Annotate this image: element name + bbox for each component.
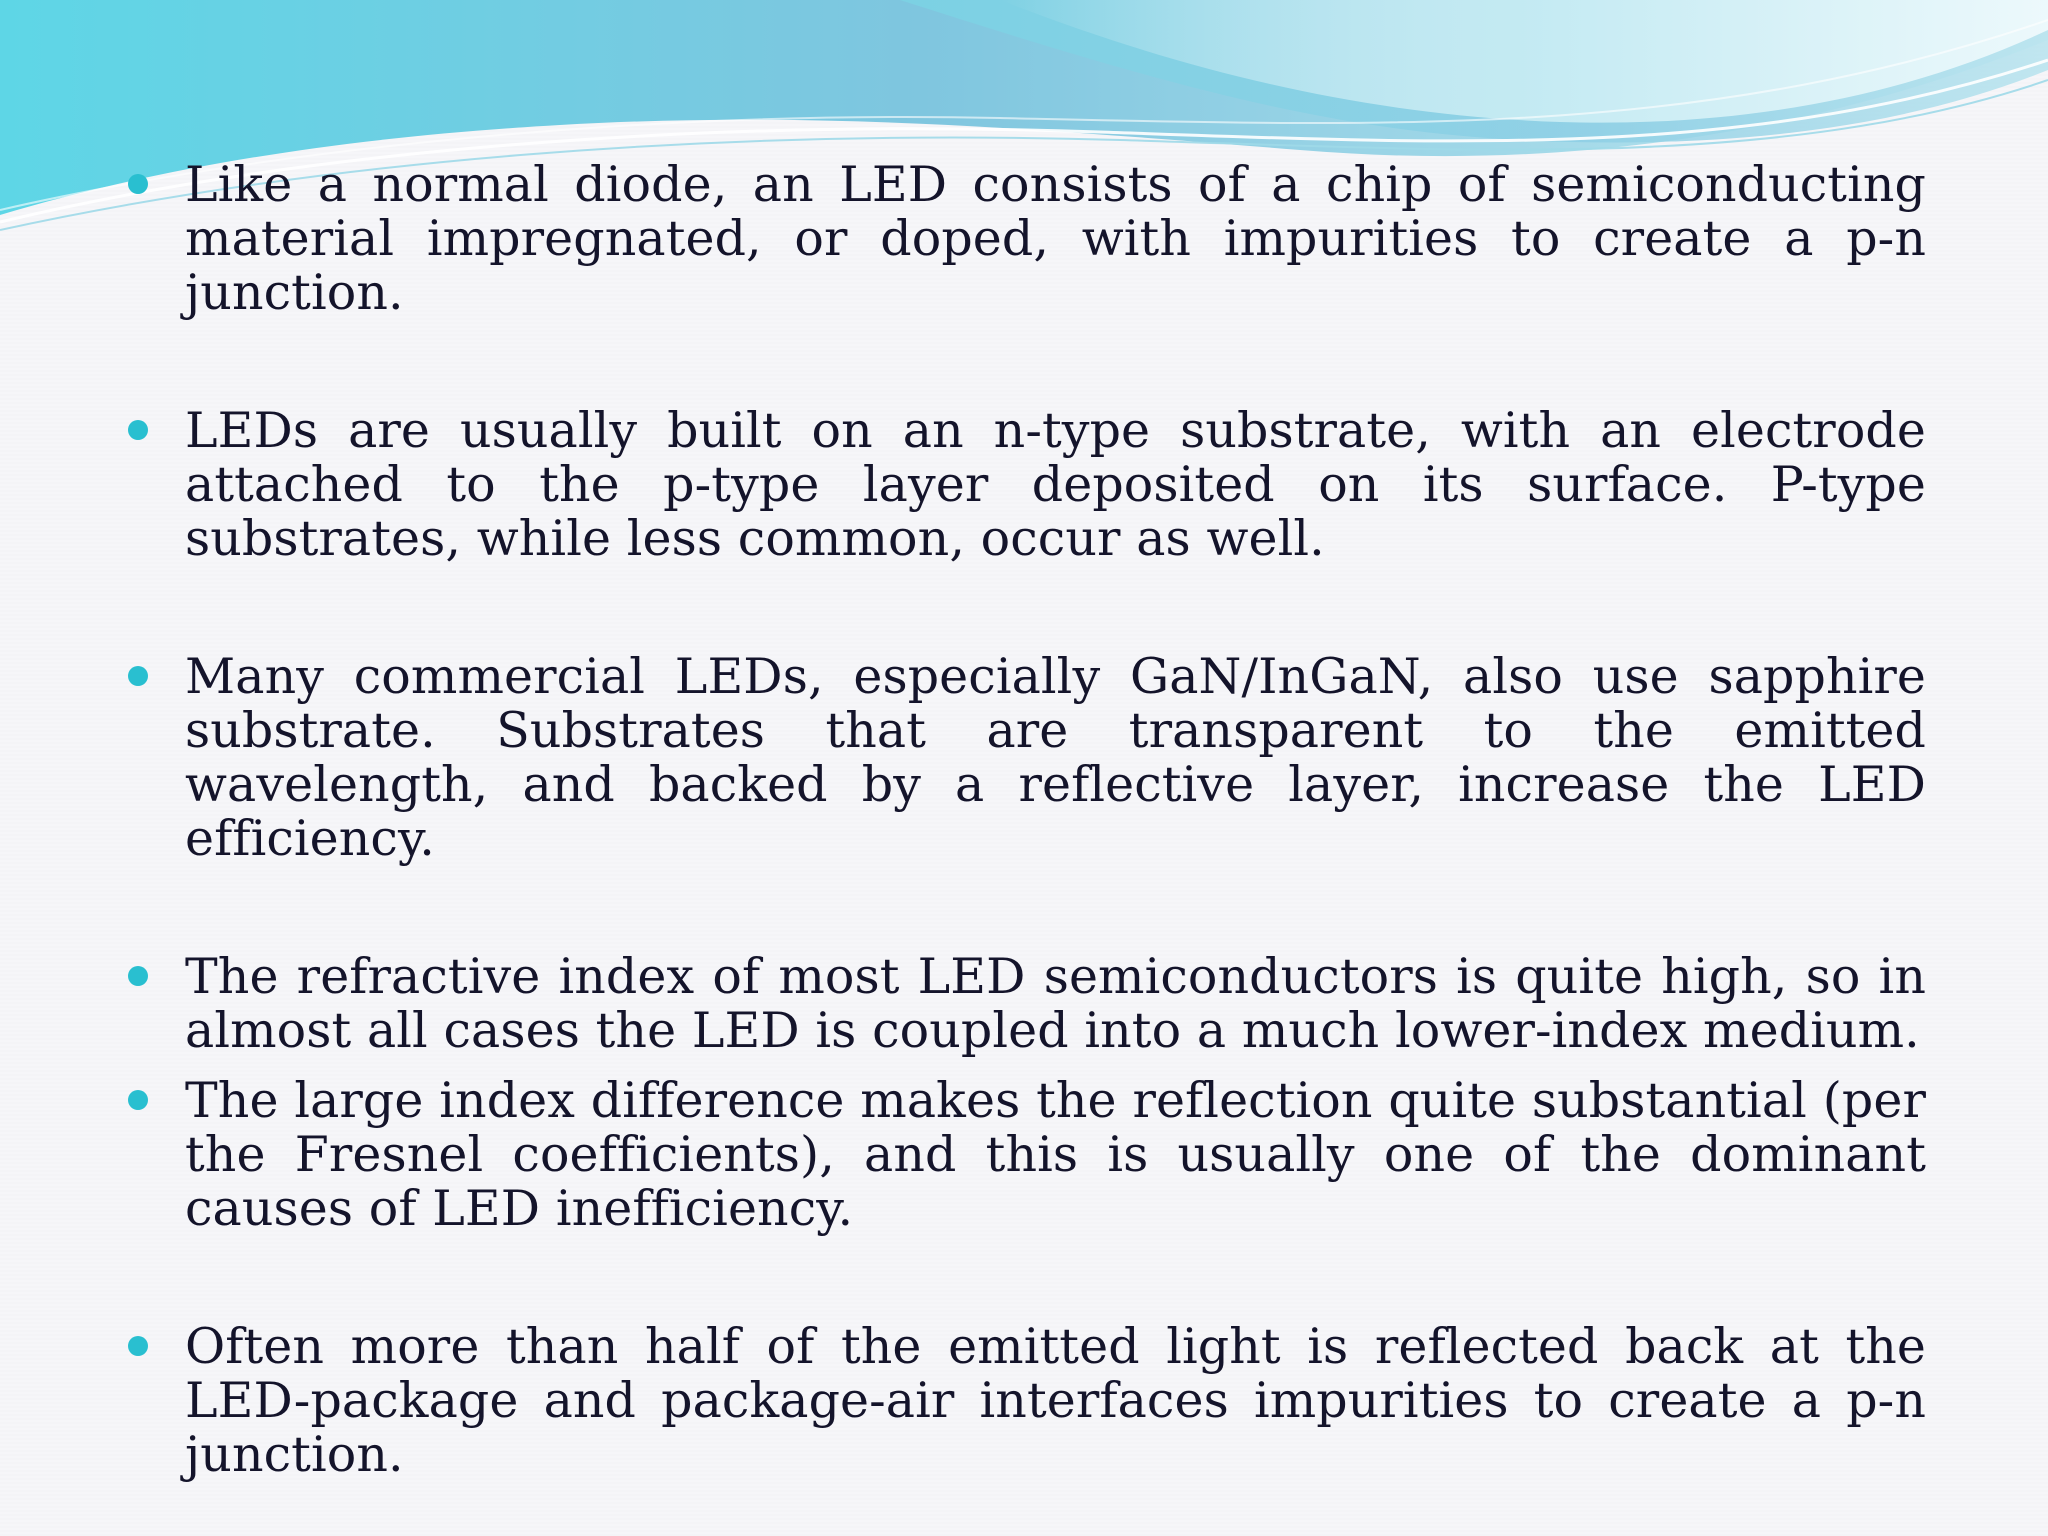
bullet-dot-icon [128, 666, 148, 686]
bullet-text: Like a normal diode, an LED consists of a chip of semiconducting material impregnated, or doped, with impurities to create a p-n junction. [185, 156, 1926, 321]
bullet-text: Often more than half of the emitted light is reflected back at the LED-package and package-air interfaces impurities to create a p-n junction. [185, 1318, 1926, 1483]
bullet-item-3 [128, 650, 1926, 866]
bullet-item-2 [128, 404, 1926, 566]
bullet-list [128, 158, 1926, 1482]
bullet-text: Many commercial LEDs, especially GaN/InGaN, also use sapphire substrate. Substrates that are transparent to the emitted wavelength, and backed by a reflective layer, increase the LED efficiency. [185, 648, 1926, 867]
bullet-text: LEDs are usually built on an n-type substrate, with an electrode attached to the p-type layer deposited on its surface. P-type substrates, while less common, occur as well. [185, 402, 1926, 567]
bullet-dot-icon [128, 1336, 148, 1356]
bullet-dot-icon [128, 1090, 148, 1110]
bullet-item-4 [128, 950, 1926, 1058]
bullet-item-5 [128, 1074, 1926, 1236]
bullet-dot-icon [128, 420, 148, 440]
bullet-dot-icon [128, 174, 148, 194]
bullet-item-1 [128, 158, 1926, 320]
bullet-item-6 [128, 1320, 1926, 1482]
bullet-text: The large index difference makes the reflection quite substantial (per the Fresnel coefficients), and this is usually one of the dominant causes of LED inefficiency. [185, 1072, 1926, 1237]
bullet-dot-icon [128, 966, 148, 986]
bullet-text: The refractive index of most LED semiconductors is quite high, so in almost all cases the LED is coupled into a much lower-index medium. [185, 948, 1926, 1059]
